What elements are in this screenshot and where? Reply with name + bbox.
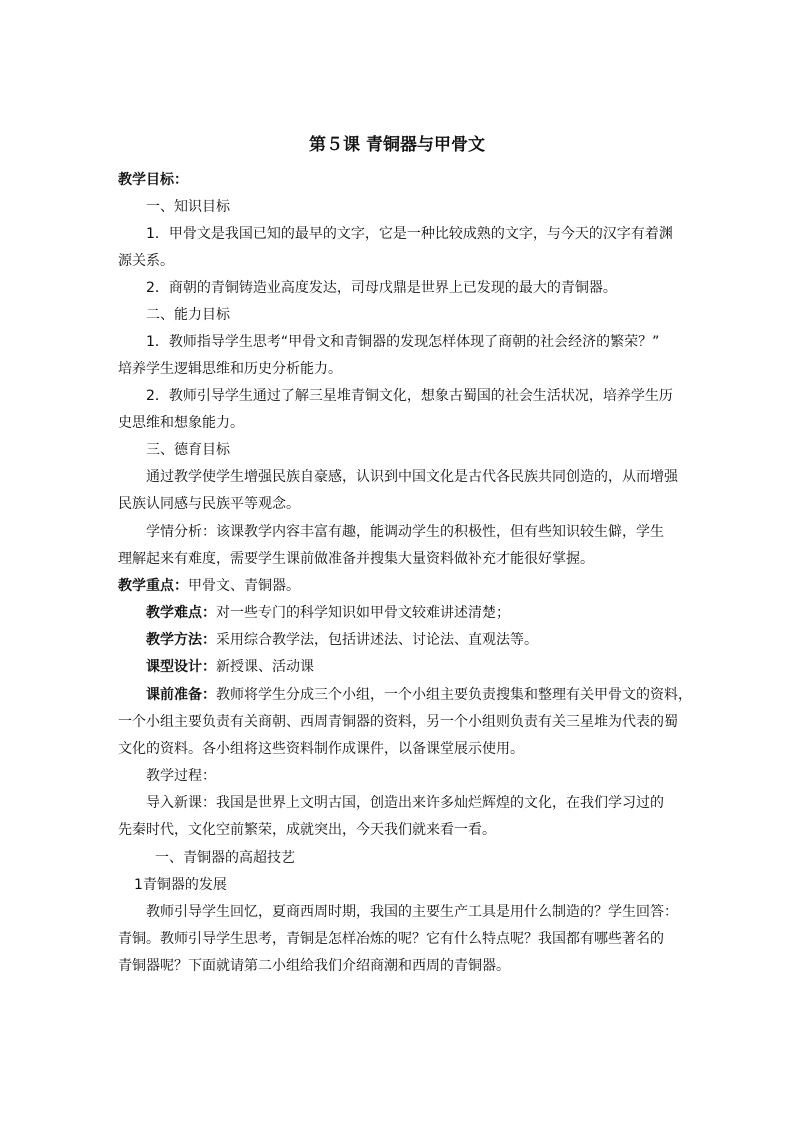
knowledge-item-2: 2．商朝的青铜铸造业高度发达，司母戊鼎是世界上已发现的最大的青铜器。 [146, 280, 617, 296]
moral-text-line-1: 通过教学使学生增强民族自豪感，认识到中国文化是古代各民族共同创造的，从而增强 [146, 469, 678, 485]
method-label: 教学方法： [146, 632, 216, 648]
subsection-heading-1-1: 1青铜器的发展 [134, 877, 227, 893]
method [146, 631, 538, 649]
design-label: 课型设计： [146, 659, 216, 675]
design [146, 658, 314, 676]
lesson-title: 第５课 青铜器与甲骨文 [309, 135, 485, 155]
moral-heading: 三、德育目标 [146, 442, 230, 458]
prep-line-3: 文化的资料。各小组将这些资料制作成课件，以备课堂展示使用。 [118, 741, 524, 757]
analysis-line-2: 理解起来有难度，需要学生课前做准备并搜集大量资料做补充才能很好掌握。 [118, 551, 594, 567]
body-line-2: 青铜。教师引导学生思考，青铜是怎样冶炼的呢？它有什么特点呢？我国都有哪些著名的 [118, 931, 664, 947]
difficulty-text: 对一些专门的科学知识如甲骨文较难讲述清楚； [216, 605, 510, 621]
intro-line-2: 先秦时代，文化空前繁荣，成就突出，今天我们就来看一看。 [118, 822, 496, 838]
knowledge-item-1-line-1: 1．甲骨文是我国已知的最早的文字，它是一种比较成熟的文字，与今天的汉字有着渊 [146, 226, 673, 242]
ability-heading: 二、能力目标 [146, 307, 230, 323]
key-points [118, 577, 300, 595]
prep-label: 课前准备： [146, 687, 216, 703]
body-line-1: 教师引导学生回忆，夏商西周时期，我国的主要生产工具是用什么制造的？学生回答： [146, 904, 678, 920]
prep-text-1: 教师将学生分成三个小组，一个小组主要负责搜集和整理有关甲骨文的资料， [216, 687, 692, 703]
body-line-3: 青铜器呢？下面就请第二小组给我们介绍商潮和西周的青铜器。 [118, 958, 510, 974]
design-text: 新授课、活动课 [216, 659, 314, 675]
ability-item-2-line-2: 史思维和想象能力。 [118, 415, 244, 431]
prep-line-1 [146, 686, 692, 704]
method-text: 采用综合教学法，包括讲述法、讨论法、直观法等。 [216, 632, 538, 648]
ability-item-1-line-2: 培养学生逻辑思维和历史分析能力。 [118, 361, 342, 377]
difficulty-label: 教学难点： [146, 605, 216, 621]
prep-line-2: 一个小组主要负责有关商朝、西周青铜器的资料，另一个小组则负责有关三星堆为代表的蜀 [118, 714, 678, 730]
key-points-label: 教学重点： [118, 578, 188, 594]
process-heading: 教学过程： [146, 768, 216, 784]
analysis-line-1: 学情分析：该课教学内容丰富有趣，能调动学生的积极性，但有些知识较生僻，学生 [146, 524, 664, 540]
key-points-text: 甲骨文、青铜器。 [188, 578, 300, 594]
difficulty [146, 604, 510, 622]
objectives-heading: 教学目标： [118, 172, 188, 188]
section-heading-1: 一、青铜器的高超技艺 [155, 850, 295, 866]
ability-item-2-line-1: 2．教师引导学生通过了解三星堆青铜文化，想象古蜀国的社会生活状况，培养学生历 [146, 388, 673, 404]
intro-line-1: 导入新课：我国是世界上文明古国，创造出来许多灿烂辉煌的文化，在我们学习过的 [146, 795, 664, 811]
knowledge-item-1-line-2: 源关系。 [118, 253, 174, 269]
ability-item-1-line-1: 1．教师指导学生思考“甲骨文和青铜器的发现怎样体现了商朝的社会经济的繁荣？” [146, 334, 660, 350]
moral-text-line-2: 民族认同感与民族平等观念。 [118, 496, 300, 512]
knowledge-heading: 一、知识目标 [146, 199, 230, 215]
